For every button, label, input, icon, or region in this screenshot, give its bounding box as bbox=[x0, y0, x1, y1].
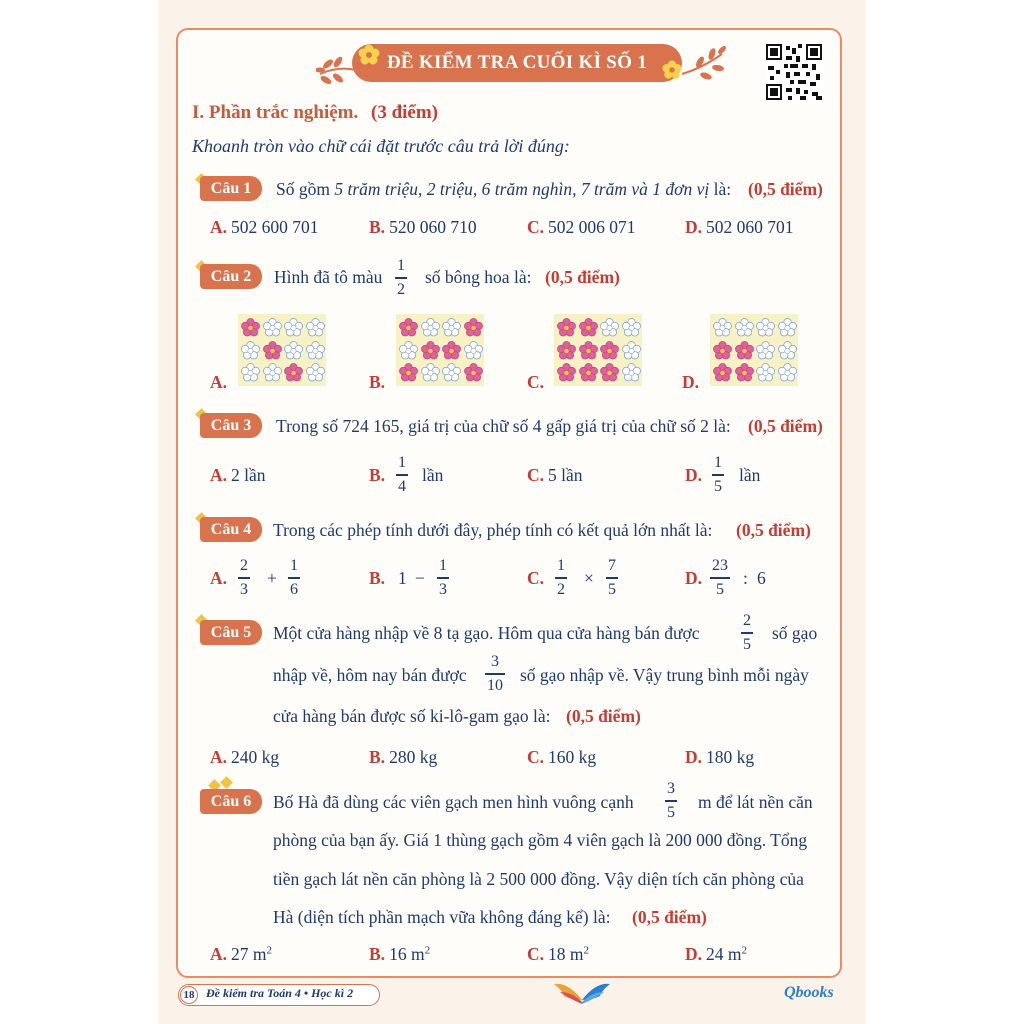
q6-option-c[interactable] bbox=[527, 944, 589, 965]
option-letter: B. bbox=[369, 217, 386, 237]
q5-option-b[interactable] bbox=[369, 747, 437, 768]
unshaded-flower-icon bbox=[713, 318, 731, 336]
shaded-flower-icon bbox=[284, 363, 302, 381]
q2-flower-grid-a bbox=[238, 314, 326, 386]
q5-points: (0,5 điểm) bbox=[566, 706, 641, 726]
numerator: 7 bbox=[608, 557, 616, 574]
q4-b-operator: − bbox=[415, 568, 425, 588]
page-number: 18 bbox=[180, 986, 198, 1004]
shaded-flower-icon bbox=[579, 363, 597, 381]
unshaded-flower-icon bbox=[399, 341, 417, 359]
q4-option-a[interactable]: A. bbox=[210, 568, 228, 588]
q6-option-a[interactable] bbox=[210, 944, 272, 965]
instruction: Khoanh tròn vào chữ cái đặt trước câu trả lời đúng: bbox=[192, 136, 570, 156]
q1-option-c[interactable] bbox=[527, 217, 636, 238]
option-letter: C. bbox=[527, 944, 545, 964]
unshaded-flower-icon bbox=[622, 341, 640, 359]
q6-line3: tiền gạch lát nền căn phòng là 2 500 000 đồng. Vậy diện tích căn phòng của bbox=[273, 869, 804, 889]
q4-c-fraction-2 bbox=[606, 556, 618, 600]
q5-line2-a: nhập về, hôm nay bán được bbox=[273, 665, 467, 685]
q4-d-fraction bbox=[710, 556, 730, 600]
q3-b-fraction bbox=[396, 453, 408, 497]
unshaded-flower-icon bbox=[442, 363, 460, 381]
unshaded-flower-icon bbox=[306, 341, 324, 359]
q1-text-a: Số gồm bbox=[276, 179, 335, 199]
q4-c-operator: × bbox=[584, 568, 594, 588]
q5-line1: Một cửa hàng nhập về 8 tạ gạo. Hôm qua cửa hàng bán được bbox=[273, 623, 700, 643]
unshaded-flower-icon bbox=[263, 318, 281, 336]
q3-badge: Câu 3 bbox=[200, 413, 262, 438]
option-value: 502 006 071 bbox=[548, 217, 636, 237]
superscript: 2 bbox=[741, 944, 748, 957]
unshaded-flower-icon bbox=[778, 318, 796, 336]
option-letter: A. bbox=[210, 944, 228, 964]
q5-fraction-2 bbox=[485, 652, 505, 696]
option-value: 502 060 701 bbox=[706, 217, 794, 237]
q6-fraction bbox=[665, 779, 677, 823]
option-letter: A. bbox=[210, 747, 228, 767]
denominator: 5 bbox=[608, 580, 616, 598]
unshaded-flower-icon bbox=[442, 318, 460, 336]
numerator: 1 bbox=[557, 557, 565, 574]
option-letter: A. bbox=[210, 465, 228, 485]
shaded-flower-icon bbox=[557, 318, 575, 336]
option-letter: B. bbox=[369, 747, 386, 767]
shaded-flower-icon bbox=[579, 318, 597, 336]
q4-b-fraction bbox=[437, 556, 449, 600]
option-letter: C. bbox=[527, 747, 545, 767]
flower-icon bbox=[358, 44, 380, 66]
q1-option-b[interactable] bbox=[369, 217, 477, 238]
q1-text-c: là: bbox=[709, 179, 732, 199]
unshaded-flower-icon bbox=[756, 318, 774, 336]
unshaded-flower-icon bbox=[735, 318, 753, 336]
option-value: 5 lần bbox=[548, 465, 583, 485]
superscript: 2 bbox=[424, 944, 431, 957]
option-value: 16 m bbox=[389, 944, 425, 964]
shaded-flower-icon bbox=[464, 363, 482, 381]
q2-flower-grid-c bbox=[554, 314, 642, 386]
q4-a-fraction-2 bbox=[288, 556, 300, 600]
denominator: 10 bbox=[487, 676, 503, 694]
unshaded-flower-icon bbox=[622, 318, 640, 336]
q6-line2: phòng của bạn ấy. Giá 1 thùng gạch gồm 4 viên gạch là 200 000 đồng. Tổng bbox=[273, 830, 808, 850]
superscript: 2 bbox=[266, 944, 273, 957]
wings-logo-icon bbox=[552, 978, 612, 1008]
section-title bbox=[192, 102, 438, 124]
numerator: 1 bbox=[397, 257, 405, 274]
shaded-flower-icon bbox=[263, 341, 281, 359]
q6-badge: Câu 6 bbox=[200, 789, 262, 814]
q3-option-d[interactable]: D. bbox=[685, 465, 703, 485]
q4-a-fraction-1 bbox=[238, 556, 250, 600]
option-value: 160 kg bbox=[548, 747, 597, 767]
q5-option-d[interactable] bbox=[685, 747, 754, 768]
shaded-flower-icon bbox=[735, 341, 753, 359]
unshaded-flower-icon bbox=[600, 318, 618, 336]
q2-option-b[interactable]: B. bbox=[369, 372, 386, 392]
q4-badge: Câu 4 bbox=[200, 517, 262, 542]
denominator: 5 bbox=[667, 803, 675, 821]
q4-text: Trong các phép tính dưới đây, phép tính có kết quả lớn nhất là: bbox=[273, 520, 713, 540]
option-value: 240 kg bbox=[231, 747, 280, 767]
superscript: 2 bbox=[583, 944, 590, 957]
option-letter: D. bbox=[685, 747, 703, 767]
numerator: 2 bbox=[240, 557, 248, 574]
numerator: 1 bbox=[290, 557, 298, 574]
q1-points: (0,5 điểm) bbox=[748, 179, 823, 199]
denominator: 4 bbox=[398, 477, 406, 495]
flower-icon bbox=[662, 60, 682, 80]
q5-option-a[interactable] bbox=[210, 747, 279, 768]
q3-points: (0,5 điểm) bbox=[748, 416, 823, 436]
unshaded-flower-icon bbox=[306, 318, 324, 336]
unshaded-flower-icon bbox=[421, 363, 439, 381]
unshaded-flower-icon bbox=[778, 341, 796, 359]
numerator: 1 bbox=[398, 454, 406, 471]
q3-d-unit: lần bbox=[739, 465, 761, 485]
option-value: 2 lần bbox=[231, 465, 266, 485]
q3-b-unit: lần bbox=[422, 465, 444, 485]
option-value: 27 m bbox=[231, 944, 267, 964]
unshaded-flower-icon bbox=[241, 363, 259, 381]
denominator: 2 bbox=[557, 580, 565, 598]
shaded-flower-icon bbox=[557, 363, 575, 381]
q4-option-d[interactable]: D. bbox=[685, 568, 703, 588]
q2-flower-grid-d bbox=[710, 314, 798, 386]
q1-text-b: 5 trăm triệu, 2 triệu, 6 trăm nghìn, 7 trăm và 1 đơn vị bbox=[334, 179, 710, 199]
shaded-flower-icon bbox=[241, 318, 259, 336]
q2-option-d[interactable]: D. bbox=[682, 372, 700, 392]
shaded-flower-icon bbox=[600, 341, 618, 359]
option-value: 24 m bbox=[706, 944, 742, 964]
q5-line1-end: số gạo bbox=[772, 623, 818, 643]
q5-line2-b: số gạo nhập về. Vậy trung bình mỗi ngày bbox=[520, 665, 809, 685]
q1-text bbox=[276, 179, 731, 200]
q2-option-c[interactable]: C. bbox=[527, 372, 545, 392]
q1-option-a[interactable] bbox=[210, 217, 319, 238]
shaded-flower-icon bbox=[713, 363, 731, 381]
q4-d-value: 6 bbox=[757, 568, 766, 588]
numerator: 1 bbox=[714, 454, 722, 471]
option-value: 180 kg bbox=[706, 747, 755, 767]
option-letter: D. bbox=[685, 217, 703, 237]
numerator: 23 bbox=[712, 557, 728, 574]
shaded-flower-icon bbox=[600, 363, 618, 381]
section-title-text: I. Phần trắc nghiệm. bbox=[192, 102, 359, 123]
q6-option-b[interactable] bbox=[369, 944, 430, 965]
shaded-flower-icon bbox=[442, 341, 460, 359]
unshaded-flower-icon bbox=[622, 363, 640, 381]
q2-badge: Câu 2 bbox=[200, 264, 262, 289]
q3-text: Trong số 724 165, giá trị của chữ số 4 gấp giá trị của chữ số 2 là: bbox=[276, 416, 731, 436]
q5-badge: Câu 5 bbox=[200, 620, 262, 645]
unshaded-flower-icon bbox=[284, 318, 302, 336]
unshaded-flower-icon bbox=[421, 318, 439, 336]
option-letter: D. bbox=[685, 944, 703, 964]
denominator: 3 bbox=[439, 580, 447, 598]
numerator: 3 bbox=[491, 653, 499, 670]
q5-option-c[interactable] bbox=[527, 747, 596, 768]
numerator: 3 bbox=[667, 780, 675, 797]
unshaded-flower-icon bbox=[756, 341, 774, 359]
q4-points: (0,5 điểm) bbox=[736, 520, 811, 540]
unshaded-flower-icon bbox=[756, 363, 774, 381]
q5-line3: cửa hàng bán được số ki-lô-gam gạo là: bbox=[273, 706, 551, 726]
q6-line1-a: Bố Hà đã dùng các viên gạch men hình vuông cạnh bbox=[273, 792, 634, 812]
option-value: 520 060 710 bbox=[389, 217, 477, 237]
shaded-flower-icon bbox=[579, 341, 597, 359]
qr-code-icon[interactable] bbox=[766, 44, 822, 100]
q1-badge: Câu 1 bbox=[200, 176, 262, 201]
q4-d-operator: : bbox=[743, 568, 748, 588]
shaded-flower-icon bbox=[713, 341, 731, 359]
unshaded-flower-icon bbox=[778, 363, 796, 381]
q4-b-whole: 1 bbox=[398, 568, 407, 588]
option-value: 280 kg bbox=[389, 747, 438, 767]
shaded-flower-icon bbox=[735, 363, 753, 381]
q2-option-a[interactable]: A. bbox=[210, 372, 228, 392]
denominator: 5 bbox=[743, 635, 751, 653]
q6-option-d[interactable] bbox=[685, 944, 747, 965]
denominator: 5 bbox=[714, 477, 722, 495]
exam-title: ĐỀ KIỂM TRA CUỐI KÌ SỐ 1 bbox=[352, 44, 682, 82]
footer-text: Đề kiểm tra Toán 4 • Học kì 2 bbox=[206, 986, 354, 1000]
q4-c-fraction-1 bbox=[555, 556, 567, 600]
denominator: 6 bbox=[290, 580, 298, 598]
numerator: 1 bbox=[439, 557, 447, 574]
section-points: (3 điểm) bbox=[371, 102, 439, 123]
shaded-flower-icon bbox=[399, 363, 417, 381]
numerator: 2 bbox=[743, 612, 751, 629]
option-letter: C. bbox=[527, 465, 545, 485]
q4-option-c[interactable]: C. bbox=[527, 568, 545, 588]
q3-d-fraction bbox=[712, 453, 724, 497]
unshaded-flower-icon bbox=[306, 363, 324, 381]
q2-text-a: Hình đã tô màu bbox=[274, 267, 383, 287]
shaded-flower-icon bbox=[557, 341, 575, 359]
shaded-flower-icon bbox=[464, 318, 482, 336]
right-branch-icon bbox=[680, 40, 726, 86]
q2-flower-grid-b bbox=[396, 314, 484, 386]
unshaded-flower-icon bbox=[464, 341, 482, 359]
option-letter: C. bbox=[527, 217, 545, 237]
unshaded-flower-icon bbox=[241, 341, 259, 359]
q3-option-a[interactable] bbox=[210, 465, 266, 486]
option-letter: A. bbox=[210, 217, 228, 237]
q3-option-c[interactable] bbox=[527, 465, 583, 486]
q2-text-b: số bông hoa là: bbox=[425, 267, 532, 287]
shaded-flower-icon bbox=[399, 318, 417, 336]
denominator: 5 bbox=[716, 580, 724, 598]
q6-line4: Hà (diện tích phần mạch vữa không đáng kể) là: bbox=[273, 907, 611, 927]
publisher-logo: Qbooks bbox=[784, 984, 834, 1001]
q1-option-d[interactable] bbox=[685, 217, 794, 238]
q6-points: (0,5 điểm) bbox=[632, 907, 707, 927]
q6-line1-b: m để lát nền căn bbox=[698, 792, 813, 812]
option-value: 502 600 701 bbox=[231, 217, 319, 237]
q2-fraction bbox=[395, 256, 407, 300]
unshaded-flower-icon bbox=[284, 341, 302, 359]
q4-a-operator: + bbox=[267, 568, 277, 588]
denominator: 3 bbox=[240, 580, 248, 598]
q5-fraction-1 bbox=[741, 611, 753, 655]
option-letter: B. bbox=[369, 944, 386, 964]
shaded-flower-icon bbox=[421, 341, 439, 359]
unshaded-flower-icon bbox=[263, 363, 281, 381]
q2-points: (0,5 điểm) bbox=[545, 267, 620, 287]
denominator: 2 bbox=[397, 280, 405, 298]
q3-option-b[interactable]: B. bbox=[369, 465, 386, 485]
option-value: 18 m bbox=[548, 944, 584, 964]
q4-option-b[interactable]: B. bbox=[369, 568, 386, 588]
